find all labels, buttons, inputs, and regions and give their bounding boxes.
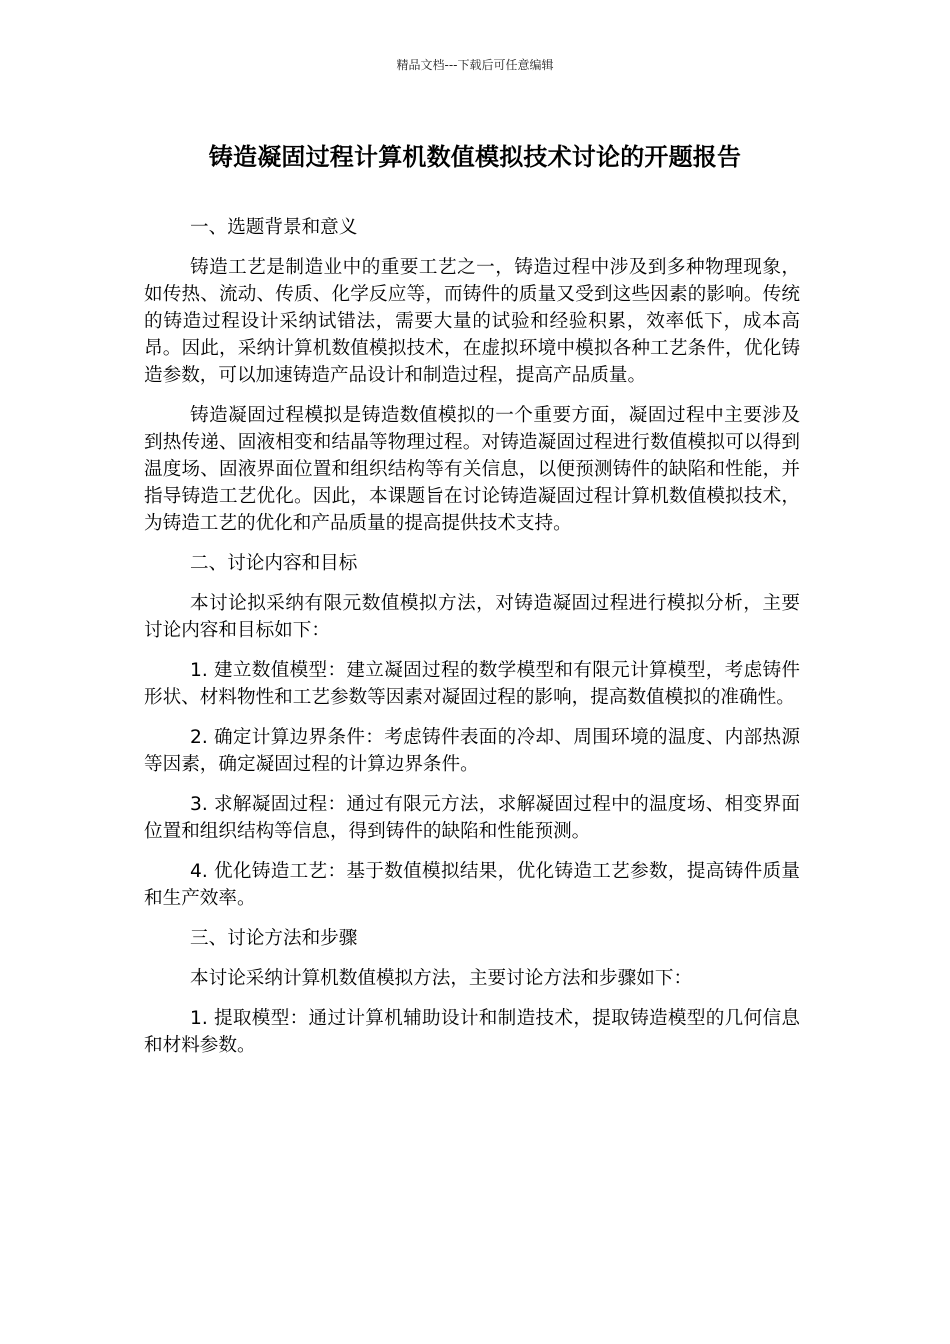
list-item: 3. 求解凝固过程：通过有限元方法，求解凝固过程中的温度场、相变界面位置和组织结构等信息，得到铸件的缺陷和性能预测。: [144, 794, 800, 842]
document-body: [144, 214, 800, 1072]
section-heading-methods-steps: 三、讨论方法和步骤: [190, 928, 358, 949]
section-heading-content-goals: 二、讨论内容和目标: [190, 553, 358, 574]
list-item: 1. 建立数值模型：建立凝固过程的数学模型和有限元计算模型，考虑铸件形状、材料物性和工艺参数等因素对凝固过程的影响，提高数值模拟的准确性。: [144, 660, 800, 708]
paragraph: 本讨论拟采纳有限元数值模拟方法，对铸造凝固过程进行模拟分析，主要讨论内容和目标如下：: [144, 593, 800, 641]
list-item: 2. 确定计算边界条件：考虑铸件表面的冷却、周围环境的温度、内部热源等因素，确定凝固过程的计算边界条件。: [144, 727, 800, 775]
paragraph: 铸造凝固过程模拟是铸造数值模拟的一个重要方面，凝固过程中主要涉及到热传递、固液相变和结晶等物理过程。对铸造凝固过程进行数值模拟可以得到温度场、固液界面位置和组织结构等有关信息，以便预测铸件的缺陷和性能，并指导铸造工艺优化。因此，本课题旨在讨论铸造凝固过程计算机数值模拟技术，为铸造工艺的优化和产品质量的提高提供技术支持。: [144, 405, 800, 534]
paragraph: 本讨论采纳计算机数值模拟方法，主要讨论方法和步骤如下：: [190, 968, 693, 989]
list-item: 4. 优化铸造工艺：基于数值模拟结果，优化铸造工艺参数，提高铸件质量和生产效率。: [144, 861, 800, 909]
document-title: 铸造凝固过程计算机数值模拟技术讨论的开题报告: [208, 143, 742, 171]
section-heading-background: 一、选题背景和意义: [190, 217, 358, 238]
list-item: 1. 提取模型：通过计算机辅助设计和制造技术，提取铸造模型的几何信息和材料参数。: [144, 1008, 800, 1056]
paragraph: 铸造工艺是制造业中的重要工艺之一，铸造过程中涉及到多种物理现象，如传热、流动、传质、化学反应等，而铸件的质量又受到这些因素的影响。传统的铸造过程设计采纳试错法，需要大量的试验和经验积累，效率低下，成本高昂。因此，采纳计算机数值模拟技术，在虚拟环境中模拟各种工艺条件，优化铸造参数，可以加速铸造产品设计和制造过程，提高产品质量。: [144, 257, 800, 386]
page-header-watermark: 精品文档---下载后可任意编辑: [396, 58, 554, 72]
